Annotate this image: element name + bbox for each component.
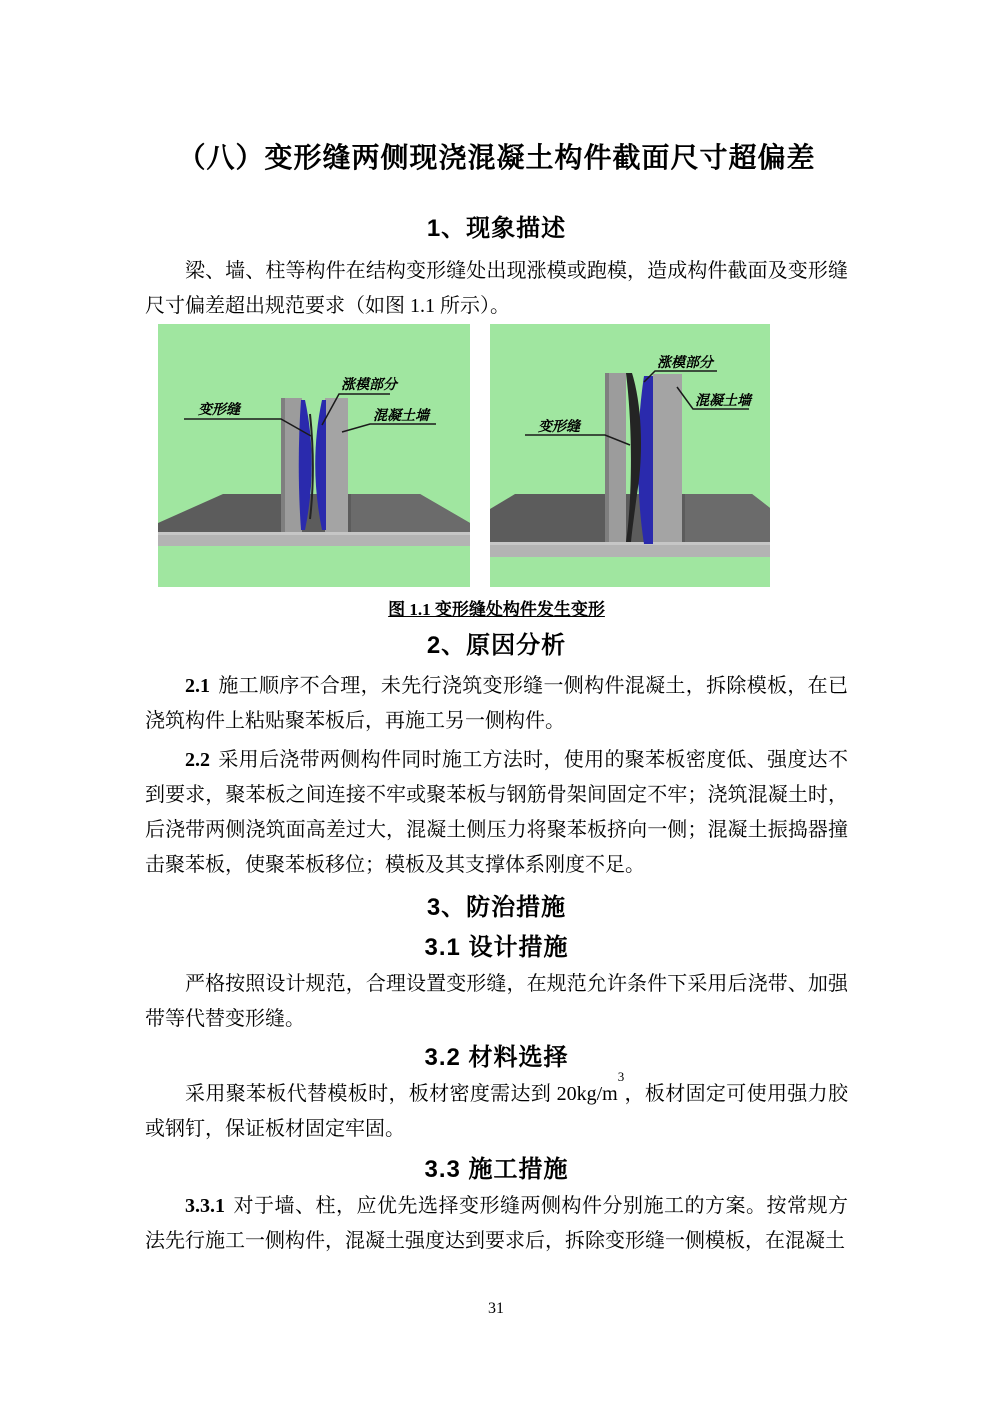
paragraph-text: 施工顺序不合理，未先行浇筑变形缝一侧构件混凝土，拆除模板，在已浇筑构件上粘贴聚苯板后，再施工另一侧构件。 [145,675,848,732]
figure-right-drawing [490,324,770,587]
section-3-2-paragraph [145,1069,848,1147]
concrete-wall-right-shape [653,374,682,542]
section-3-heading: 3、防治措施 [426,894,567,921]
section-2-heading: 2、原因分析 [426,632,567,659]
paragraph-text: 对于墙、柱，应优先选择变形缝两侧构件分别施工的方案。按常规方法先行施工一侧构件，混凝土强度达到要求后，拆除变形缝一侧模板，在混凝土 [145,1195,848,1252]
section-2-2-paragraph [145,743,848,883]
base-slab-highlight [490,542,770,545]
figure-caption: 图 1.1 变形缝处构件发生变形 [388,600,605,619]
figure-background [158,324,470,587]
figure-label-bulge: 涨模部分 [657,356,713,371]
section-3-1-heading: 3.1 设计措施 [424,934,569,961]
figure-label-bulge: 涨模部分 [341,378,397,393]
figure-left-drawing [158,324,470,587]
paragraph-text: 采用后浇带两侧构件同时施工方法时，使用的聚苯板密度低、强度达不到要求，聚苯板之间连接不牢或聚苯板与钢筋骨架间固定不牢；浇筑混凝土时，后浇带两侧浇筑面高差过大，混凝土侧压力将聚苯板挤向一侧；混凝土振捣器撞击聚苯板，使聚苯板移位；模板及其支撑体系刚度不足。 [145,749,848,876]
section-2-1-paragraph [145,669,848,739]
paragraph-number: 3.3.1 [185,1195,225,1217]
concrete-wall-right-shape [325,398,348,532]
base-slab-highlight [158,532,470,535]
figure-right-image [490,324,770,587]
section-3-2-heading: 3.2 材料选择 [424,1044,569,1071]
figure-row [158,324,848,587]
superscript-cubed: 3 [617,1069,625,1085]
paragraph-text-before: 采用聚苯板代替模板时，板材密度需达到 20kg/m [185,1083,618,1105]
figure-label-joint: 变形缝 [538,420,580,435]
section-3-1-paragraph: 严格按照设计规范，合理设置变形缝，在规范允许条件下采用后浇带、加强带等代替变形缝。 [145,973,848,1030]
figure-label-joint: 变形缝 [198,403,240,418]
paragraph-text-after: ，板材固定可使用强力胶或钢钉，保证板材固定牢固。 [145,1083,848,1140]
figure-label-wall: 混凝土墙 [695,394,751,409]
section-3-3-1-paragraph [145,1189,848,1259]
figure-left-image [158,324,470,587]
figure-label-wall: 混凝土墙 [373,409,429,424]
concrete-wall-left-edge [281,398,285,532]
paragraph-number: 2.2 [185,749,210,771]
section-1-heading: 1、现象描述 [426,215,567,242]
concrete-wall-left-edge [605,373,609,542]
section-3-3-heading: 3.3 施工措施 [424,1156,569,1183]
page-number: 31 [488,1300,504,1317]
section-1-paragraph: 梁、墙、柱等构件在结构变形缝处出现涨模或跑模，造成构件截面及变形缝尺寸偏差超出规范要求（如图 1.1 所示）。 [145,260,848,317]
floor-slab-right-shape [685,494,770,542]
page-title: （八）变形缝两侧现浇混凝土构件截面尺寸超偏差 [177,142,816,173]
paragraph-number: 2.1 [185,675,210,697]
